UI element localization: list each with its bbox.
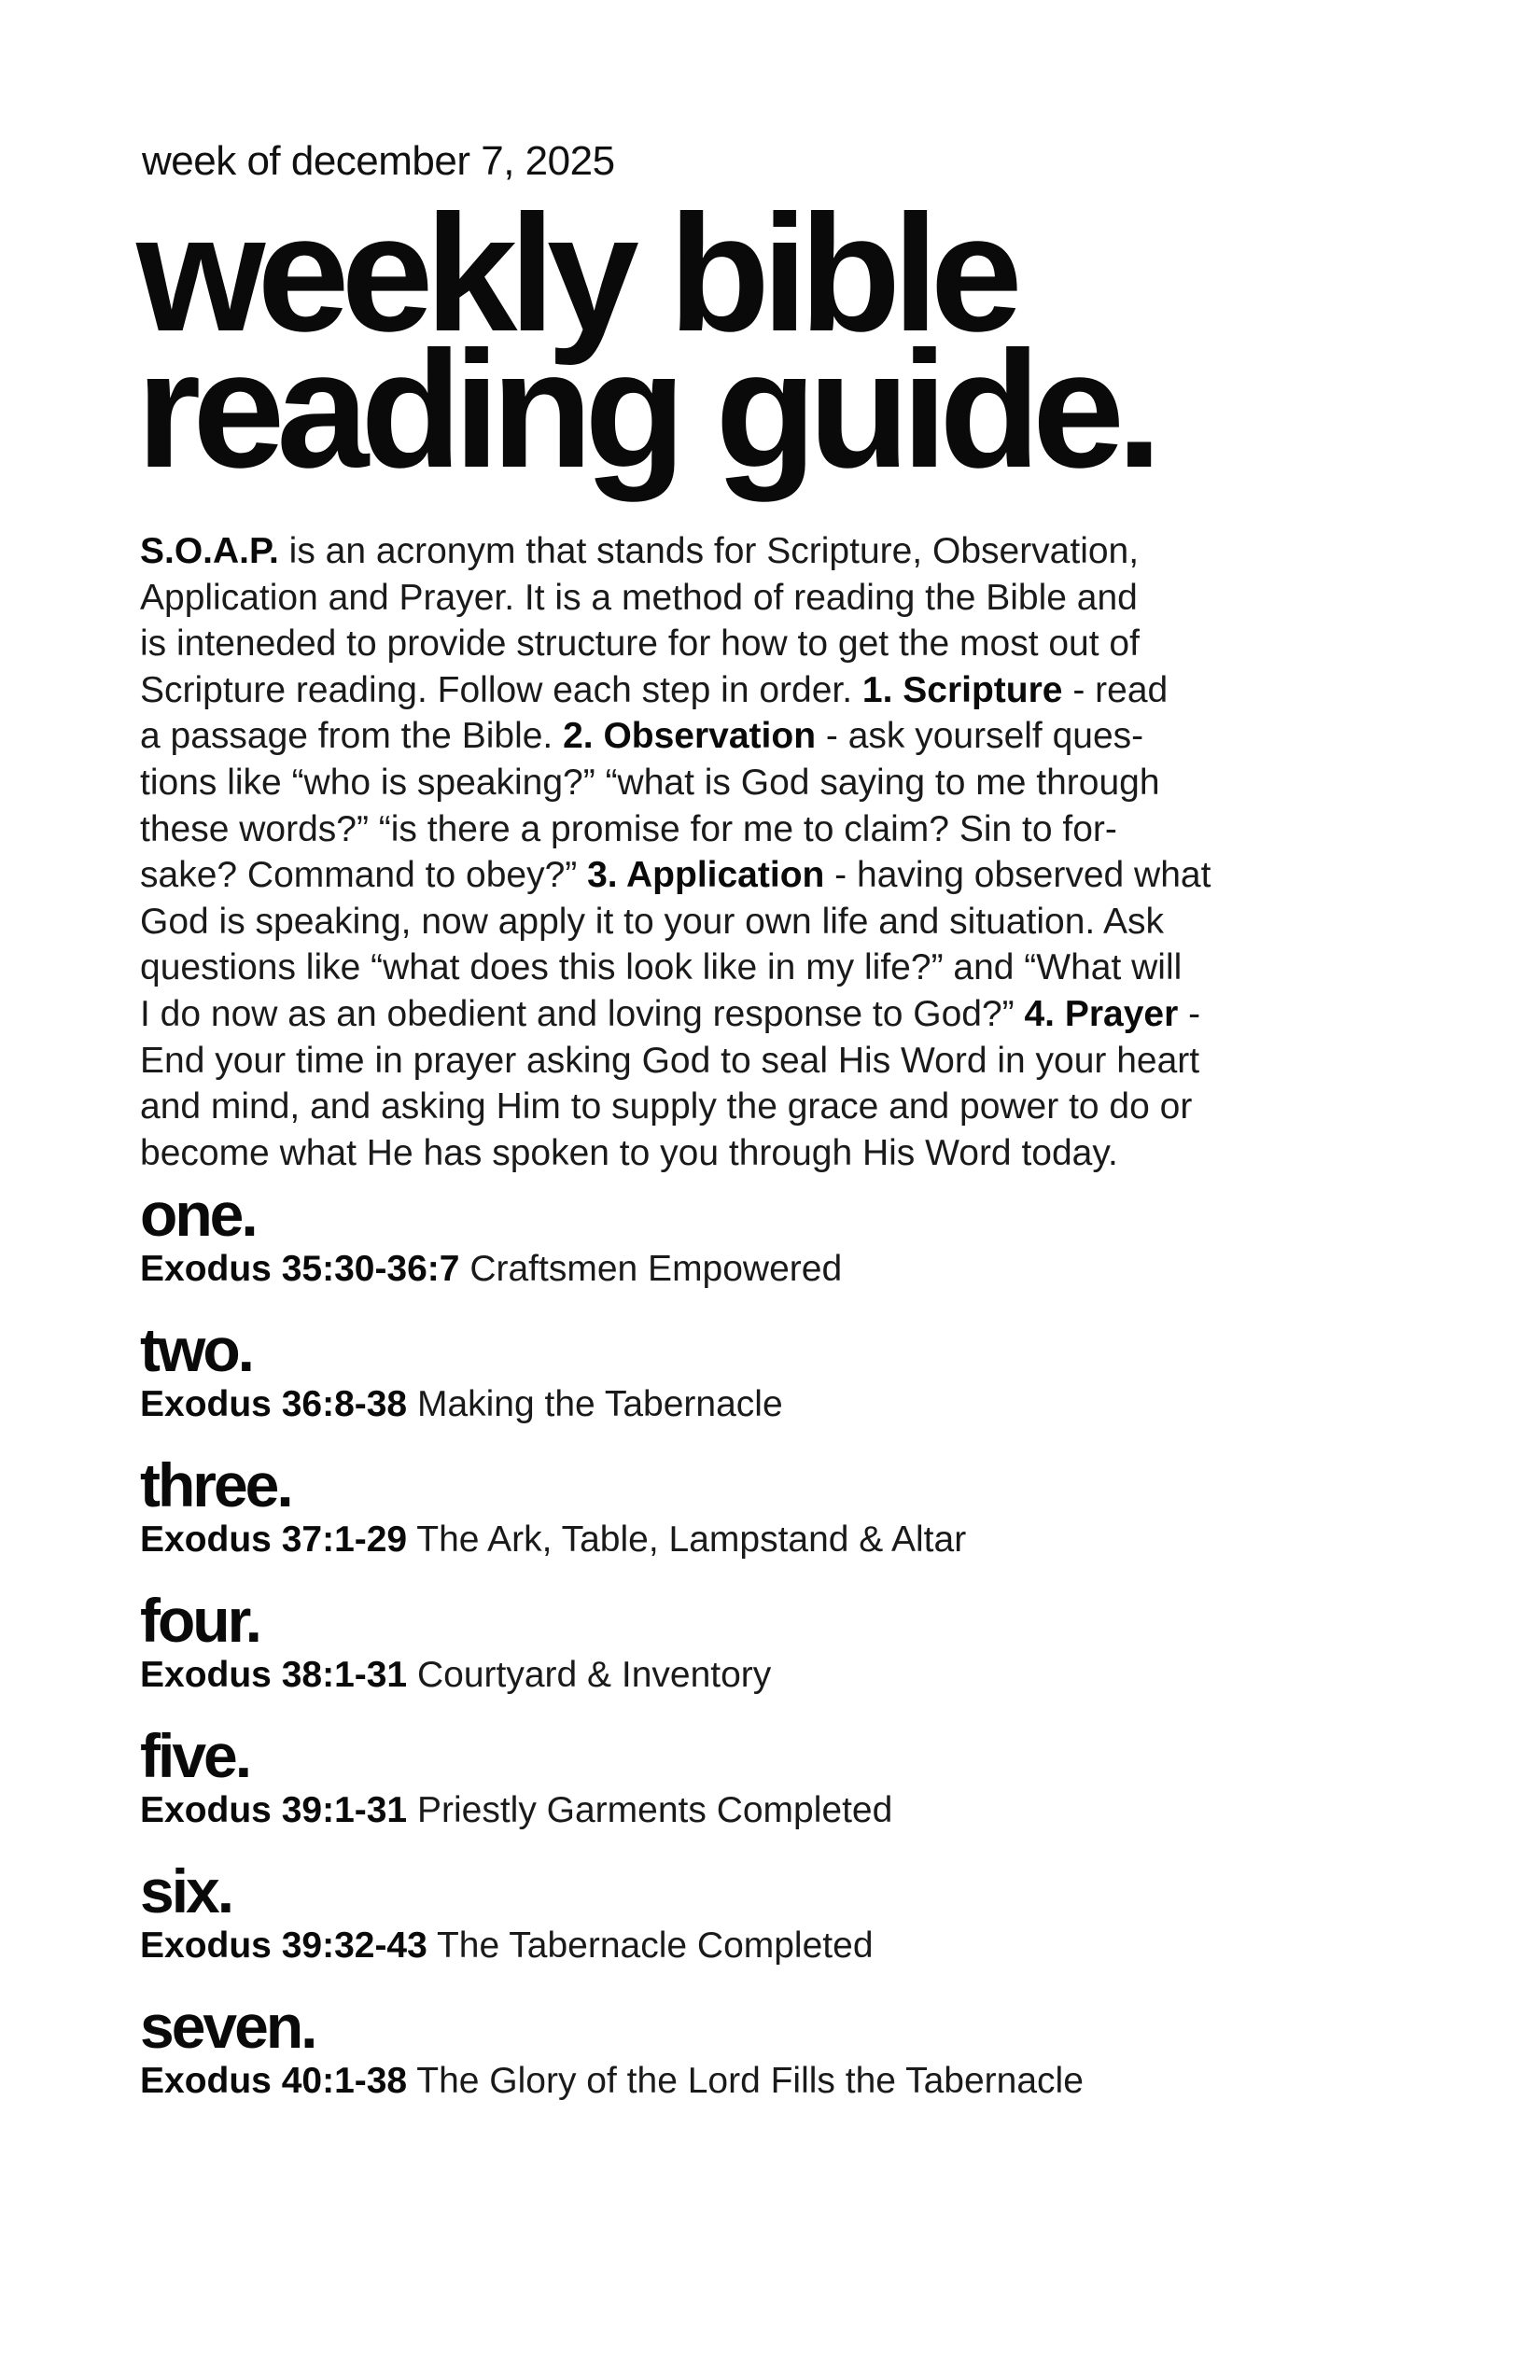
- week-date: week of december 7, 2025: [142, 138, 615, 184]
- intro-line: tions like “who is speaking?” “what is God saying to me through: [140, 762, 1160, 803]
- reading-guide-page: [136, 0, 1409, 2380]
- step-scripture: 1. Scripture: [861, 669, 1063, 710]
- reading-title: The Tabernacle Completed: [427, 1925, 874, 1966]
- reading-title: Priestly Garments Completed: [407, 1790, 893, 1830]
- day-label: one.: [140, 1180, 256, 1249]
- intro-line: and mind, and asking Him to supply the grace and power to do or: [140, 1086, 1193, 1127]
- day-label: five.: [140, 1721, 250, 1790]
- day-label: two.: [140, 1315, 252, 1384]
- intro-line: God is speaking, now apply it to your own life and situation. Ask: [140, 901, 1164, 942]
- intro-line: End your time in prayer asking God to seal His Word in your heart: [140, 1040, 1200, 1081]
- reading-line: [140, 1653, 1409, 1698]
- scripture-reference: Exodus 39:1-31: [140, 1790, 408, 1830]
- intro-line: Scripture reading. Follow each step in order. 1. Scripture - read: [140, 669, 1169, 710]
- step-application: 3. Application: [587, 855, 825, 896]
- step-prayer: 4. Prayer: [1024, 993, 1179, 1034]
- page-title: [136, 180, 1155, 502]
- day-five: [140, 1721, 1409, 1860]
- step-observation: 2. Observation: [563, 716, 817, 757]
- scripture-reference: Exodus 38:1-31: [140, 1655, 408, 1695]
- reading-line: [140, 1247, 1409, 1292]
- scripture-reference: Exodus 39:32-43: [140, 1925, 427, 1966]
- reading-title: The Ark, Table, Lampstand & Altar: [407, 1519, 967, 1560]
- reading-line: [140, 1518, 1409, 1562]
- day-label: six.: [140, 1856, 232, 1925]
- day-six: [140, 1856, 1409, 1995]
- soap-description: [140, 528, 1395, 1176]
- day-label: four.: [140, 1586, 259, 1655]
- day-one: [140, 1180, 1409, 1319]
- day-label: three.: [140, 1450, 291, 1519]
- scripture-reference: Exodus 40:1-38: [140, 2061, 408, 2101]
- reading-title: The Glory of the Lord Fills the Tabernacle: [407, 2061, 1084, 2101]
- reading-line: [140, 1788, 1409, 1833]
- title-line-2: reading guide.: [136, 316, 1155, 502]
- day-two: [140, 1315, 1409, 1454]
- scripture-reference: Exodus 35:30-36:7: [140, 1249, 460, 1289]
- soap-acronym: S.O.A.P.: [140, 531, 279, 571]
- reading-line: [140, 2059, 1409, 2104]
- intro-line: sake? Command to obey?” 3. Application - having observed what: [140, 855, 1211, 896]
- intro-line: become what He has spoken to you through His Word today.: [140, 1132, 1118, 1173]
- intro-line: these words?” “is there a promise for me to claim? Sin to for-: [140, 808, 1117, 849]
- scripture-reference: Exodus 36:8-38: [140, 1384, 408, 1424]
- daily-readings: [140, 1180, 1409, 2131]
- title-line-1: weekly bible: [136, 180, 1015, 366]
- intro-line: a passage from the Bible. 2. Observation - ask yourself ques-: [140, 716, 1144, 757]
- day-seven: [140, 1992, 1409, 2131]
- intro-line: Application and Prayer. It is a method of reading the Bible and: [140, 577, 1138, 618]
- reading-title: Craftsmen Empowered: [459, 1249, 843, 1289]
- reading-line: [140, 1924, 1409, 1968]
- intro-line: S.O.A.P. is an acronym that stands for Scripture, Observation,: [140, 531, 1140, 571]
- reading-title: Making the Tabernacle: [407, 1384, 783, 1424]
- scripture-reference: Exodus 37:1-29: [140, 1519, 408, 1560]
- intro-line: questions like “what does this look like in my life?” and “What will: [140, 947, 1183, 988]
- day-label: seven.: [140, 1992, 315, 2061]
- reading-line: [140, 1382, 1409, 1427]
- day-four: [140, 1586, 1409, 1725]
- intro-line: is inteneded to provide structure for how to get the most out of: [140, 623, 1140, 665]
- day-three: [140, 1450, 1409, 1589]
- intro-line: I do now as an obedient and loving response to God?” 4. Prayer -: [140, 993, 1201, 1034]
- reading-title: Courtyard & Inventory: [407, 1655, 772, 1695]
